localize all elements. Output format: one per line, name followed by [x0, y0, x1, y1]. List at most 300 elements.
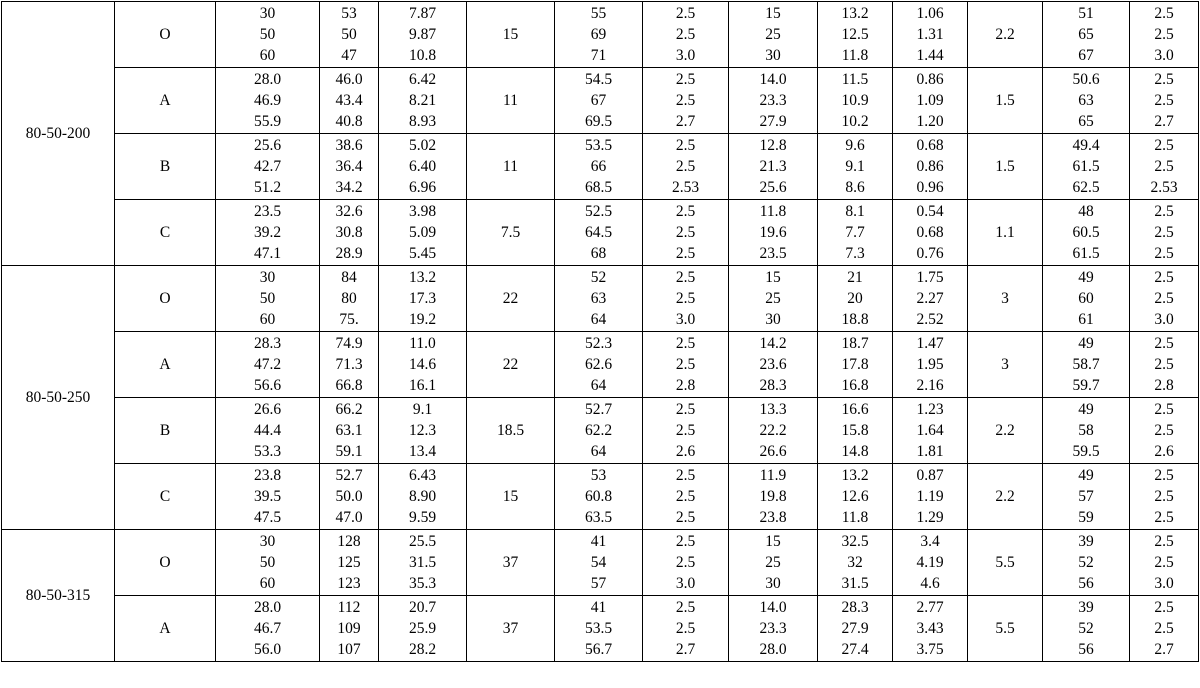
- flow-m3h-value: 30: [259, 269, 276, 286]
- shaft-power-value: 8.90: [408, 488, 437, 505]
- efficiency-value: 64.5: [584, 224, 613, 241]
- shaft-power-value: 7.87: [408, 5, 437, 22]
- efficiency-value: 55: [590, 5, 607, 22]
- flow-m3h-value: 47.2: [253, 356, 282, 373]
- npsh-value: 2.7: [675, 641, 696, 658]
- shaft-power-2-value: 1.81: [916, 443, 944, 460]
- shaft-power-cell: [379, 398, 467, 464]
- head-2-value: 27.9: [841, 620, 869, 637]
- efficiency-value: 63: [590, 290, 607, 307]
- efficiency-2-value: 63: [1078, 92, 1094, 109]
- flow-m3h-value: 47.5: [253, 509, 282, 526]
- motor-power-2-value: 1.1: [995, 223, 1015, 241]
- npsh-value: 2.5: [675, 26, 696, 43]
- npsh-2-cell: [1130, 134, 1199, 200]
- efficiency-2-value: 59.5: [1072, 443, 1100, 460]
- flow-m3h-value: 23.8: [253, 467, 282, 484]
- head-value: 74.9: [335, 335, 363, 352]
- shaft-power-value: 25.9: [408, 620, 437, 637]
- subtype-cell: [115, 530, 216, 596]
- flow-m3h-value: 53.3: [253, 443, 282, 460]
- efficiency-value: 71: [590, 47, 607, 64]
- npsh-value: 2.5: [675, 290, 696, 307]
- efficiency-2-cell: [1043, 68, 1130, 134]
- motor-power-2-value: 3: [1001, 355, 1009, 373]
- flow-m3h-cell: [216, 398, 320, 464]
- shaft-power-2-value: 1.95: [916, 356, 944, 373]
- motor-power-cell: [467, 266, 555, 332]
- shaft-power-value: 28.2: [408, 641, 437, 658]
- efficiency-cell: [555, 596, 643, 662]
- motor-power-2-value: 3: [1001, 289, 1009, 307]
- flow-2-cell: [729, 332, 818, 398]
- npsh-cell: [643, 68, 729, 134]
- npsh-value: 2.5: [675, 401, 696, 418]
- head-2-value: 17.8: [841, 356, 869, 373]
- shaft-power-cell: [379, 266, 467, 332]
- efficiency-cell: [555, 266, 643, 332]
- head-cell: [320, 68, 379, 134]
- npsh-2-cell: [1130, 464, 1199, 530]
- npsh-2-value: 2.5: [1154, 5, 1174, 22]
- motor-power-2-value: 1.5: [995, 91, 1015, 109]
- shaft-power-value: 5.45: [408, 245, 437, 262]
- model-cell: [2, 2, 115, 266]
- flow-m3h-value: 28.0: [253, 71, 282, 88]
- flow-2-cell: [729, 68, 818, 134]
- head-value: 109: [337, 620, 361, 637]
- efficiency-cell: [555, 464, 643, 530]
- flow-2-value: 21.3: [759, 158, 787, 175]
- npsh-2-value: 2.5: [1154, 71, 1174, 88]
- flow-m3h-value: 30: [259, 533, 276, 550]
- shaft-power-2-cell: [893, 398, 968, 464]
- table-body: [2, 2, 1199, 662]
- efficiency-2-value: 59: [1078, 509, 1094, 526]
- subtype-cell: [115, 134, 216, 200]
- subtype-label: A: [159, 619, 171, 637]
- npsh-value: 2.5: [675, 269, 696, 286]
- head-2-value: 8.1: [845, 203, 865, 220]
- efficiency-cell: [555, 398, 643, 464]
- npsh-2-value: 2.5: [1154, 401, 1174, 418]
- table-row: [2, 596, 1199, 662]
- flow-m3h-cell: [216, 68, 320, 134]
- flow-2-value: 14.0: [759, 71, 787, 88]
- shaft-power-2-value: 0.96: [916, 179, 944, 196]
- head-cell: [320, 398, 379, 464]
- head-cell: [320, 464, 379, 530]
- head-value: 128: [337, 533, 361, 550]
- subtype-label: O: [159, 25, 171, 43]
- head-value: 30.8: [335, 224, 363, 241]
- shaft-power-2-value: 0.68: [916, 224, 944, 241]
- motor-power-value: 18.5: [496, 421, 525, 439]
- efficiency-2-value: 49.4: [1072, 137, 1100, 154]
- flow-m3h-value: 50: [259, 554, 276, 571]
- motor-power-2-cell: [968, 2, 1043, 68]
- npsh-2-value: 2.5: [1154, 620, 1174, 637]
- head-2-value: 15.8: [841, 422, 869, 439]
- flow-m3h-value: 50: [259, 290, 276, 307]
- head-value: 63.1: [335, 422, 363, 439]
- npsh-2-value: 2.5: [1154, 488, 1174, 505]
- table-row: [2, 200, 1199, 266]
- flow-2-value: 19.6: [759, 224, 787, 241]
- efficiency-value: 69: [590, 26, 607, 43]
- head-cell: [320, 200, 379, 266]
- flow-2-value: 30: [765, 47, 781, 64]
- motor-power-2-cell: [968, 266, 1043, 332]
- shaft-power-value: 8.21: [408, 92, 437, 109]
- flow-2-value: 11.9: [759, 467, 787, 484]
- subtype-cell: [115, 68, 216, 134]
- flow-2-value: 26.6: [759, 443, 787, 460]
- efficiency-2-cell: [1043, 398, 1130, 464]
- flow-m3h-cell: [216, 266, 320, 332]
- head-2-cell: [818, 68, 893, 134]
- head-2-value: 9.1: [845, 158, 865, 175]
- table-row: [2, 2, 1199, 68]
- flow-m3h-value: 56.0: [253, 641, 282, 658]
- shaft-power-value: 13.4: [408, 443, 437, 460]
- shaft-power-2-value: 1.29: [916, 509, 944, 526]
- flow-2-value: 13.3: [759, 401, 787, 418]
- head-value: 66.2: [335, 401, 363, 418]
- efficiency-2-value: 50.6: [1072, 71, 1100, 88]
- motor-power-2-cell: [968, 530, 1043, 596]
- shaft-power-value: 8.93: [408, 113, 437, 130]
- head-2-value: 7.7: [845, 224, 865, 241]
- efficiency-value: 64: [590, 311, 607, 328]
- npsh-2-value: 2.5: [1154, 356, 1174, 373]
- shaft-power-2-value: 3.43: [916, 620, 944, 637]
- flow-2-value: 30: [765, 311, 781, 328]
- npsh-value: 3.0: [675, 47, 696, 64]
- motor-power-2-cell: [968, 134, 1043, 200]
- efficiency-value: 53.5: [584, 620, 613, 637]
- head-value: 43.4: [335, 92, 363, 109]
- npsh-value: 2.5: [675, 158, 696, 175]
- npsh-cell: [643, 398, 729, 464]
- efficiency-2-value: 39: [1078, 533, 1094, 550]
- shaft-power-value: 17.3: [408, 290, 437, 307]
- head-value: 52.7: [335, 467, 363, 484]
- head-2-value: 16.6: [841, 401, 869, 418]
- efficiency-2-value: 56: [1078, 575, 1094, 592]
- shaft-power-2-value: 0.54: [916, 203, 944, 220]
- head-2-value: 12.5: [841, 26, 869, 43]
- efficiency-2-cell: [1043, 530, 1130, 596]
- efficiency-cell: [555, 2, 643, 68]
- flow-2-value: 23.3: [759, 92, 787, 109]
- subtype-cell: [115, 2, 216, 68]
- npsh-cell: [643, 2, 729, 68]
- efficiency-value: 56.7: [584, 641, 613, 658]
- efficiency-value: 53: [590, 467, 607, 484]
- shaft-power-2-value: 1.47: [916, 335, 944, 352]
- head-2-cell: [818, 200, 893, 266]
- head-2-cell: [818, 266, 893, 332]
- npsh-cell: [643, 200, 729, 266]
- npsh-2-value: 2.5: [1154, 599, 1174, 616]
- flow-2-value: 23.5: [759, 245, 787, 262]
- motor-power-cell: [467, 464, 555, 530]
- head-2-value: 18.7: [841, 335, 869, 352]
- flow-2-cell: [729, 398, 818, 464]
- efficiency-2-value: 51: [1078, 5, 1094, 22]
- head-value: 71.3: [335, 356, 363, 373]
- flow-m3h-value: 28.3: [253, 335, 282, 352]
- shaft-power-value: 16.1: [408, 377, 437, 394]
- shaft-power-cell: [379, 68, 467, 134]
- head-value: 107: [337, 641, 361, 658]
- head-2-cell: [818, 2, 893, 68]
- shaft-power-2-value: 1.64: [916, 422, 944, 439]
- npsh-value: 2.5: [675, 467, 696, 484]
- npsh-value: 2.5: [675, 92, 696, 109]
- shaft-power-value: 20.7: [408, 599, 437, 616]
- shaft-power-value: 13.2: [408, 269, 437, 286]
- head-2-cell: [818, 464, 893, 530]
- npsh-cell: [643, 332, 729, 398]
- head-2-value: 13.2: [841, 5, 869, 22]
- efficiency-value: 53.5: [584, 137, 613, 154]
- flow-2-value: 22.2: [759, 422, 787, 439]
- head-2-value: 11.8: [841, 47, 869, 64]
- head-value: 112: [337, 599, 361, 616]
- head-2-value: 20: [847, 290, 863, 307]
- npsh-2-value: 3.0: [1154, 47, 1174, 64]
- shaft-power-2-value: 0.87: [916, 467, 944, 484]
- flow-2-value: 25: [765, 290, 781, 307]
- subtype-cell: [115, 398, 216, 464]
- head-2-value: 31.5: [841, 575, 869, 592]
- head-2-value: 9.6: [845, 137, 865, 154]
- head-2-cell: [818, 134, 893, 200]
- shaft-power-2-cell: [893, 464, 968, 530]
- shaft-power-2-value: 1.20: [916, 113, 944, 130]
- efficiency-2-value: 49: [1078, 335, 1094, 352]
- table-row: [2, 530, 1199, 596]
- flow-m3h-value: 42.7: [253, 158, 282, 175]
- head-2-value: 27.4: [841, 641, 869, 658]
- npsh-value: 2.5: [675, 620, 696, 637]
- motor-power-cell: [467, 398, 555, 464]
- head-2-value: 12.6: [841, 488, 869, 505]
- flow-m3h-cell: [216, 200, 320, 266]
- shaft-power-value: 31.5: [408, 554, 437, 571]
- efficiency-2-cell: [1043, 266, 1130, 332]
- efficiency-2-value: 59.7: [1072, 377, 1100, 394]
- npsh-value: 2.5: [675, 203, 696, 220]
- efficiency-value: 52.5: [584, 203, 613, 220]
- npsh-2-value: 2.8: [1154, 377, 1174, 394]
- shaft-power-2-value: 1.44: [916, 47, 944, 64]
- head-cell: [320, 134, 379, 200]
- npsh-2-value: 2.5: [1154, 554, 1174, 571]
- motor-power-cell: [467, 68, 555, 134]
- npsh-2-value: 3.0: [1154, 575, 1174, 592]
- head-value: 28.9: [335, 245, 363, 262]
- npsh-2-value: 2.5: [1154, 245, 1174, 262]
- npsh-2-cell: [1130, 200, 1199, 266]
- efficiency-value: 52: [590, 269, 607, 286]
- efficiency-value: 69.5: [584, 113, 613, 130]
- efficiency-2-value: 56: [1078, 641, 1094, 658]
- head-2-value: 13.2: [841, 467, 869, 484]
- flow-2-cell: [729, 464, 818, 530]
- efficiency-value: 64: [590, 443, 607, 460]
- efficiency-value: 41: [590, 533, 607, 550]
- subtype-label: C: [159, 487, 171, 505]
- efficiency-value: 62.6: [584, 356, 613, 373]
- head-2-value: 8.6: [845, 179, 865, 196]
- efficiency-value: 54.5: [584, 71, 613, 88]
- npsh-value: 2.53: [671, 179, 700, 196]
- model-label: 80-50-200: [25, 124, 91, 142]
- efficiency-2-value: 52: [1078, 620, 1094, 637]
- npsh-2-value: 2.5: [1154, 92, 1174, 109]
- flow-m3h-cell: [216, 464, 320, 530]
- head-cell: [320, 2, 379, 68]
- efficiency-2-value: 39: [1078, 599, 1094, 616]
- flow-m3h-value: 55.9: [253, 113, 282, 130]
- motor-power-cell: [467, 2, 555, 68]
- npsh-2-value: 2.5: [1154, 467, 1174, 484]
- npsh-value: 2.5: [675, 245, 696, 262]
- efficiency-2-value: 65: [1078, 113, 1094, 130]
- motor-power-2-cell: [968, 332, 1043, 398]
- flow-m3h-value: 60: [259, 575, 276, 592]
- model-label: 80-50-315: [25, 586, 91, 604]
- npsh-cell: [643, 134, 729, 200]
- motor-power-cell: [467, 530, 555, 596]
- flow-2-value: 19.8: [759, 488, 787, 505]
- shaft-power-value: 9.59: [408, 509, 437, 526]
- model-label: 80-50-250: [25, 388, 91, 406]
- shaft-power-2-cell: [893, 200, 968, 266]
- flow-2-value: 14.0: [759, 599, 787, 616]
- head-2-value: 7.3: [845, 245, 865, 262]
- shaft-power-2-value: 1.06: [916, 5, 944, 22]
- head-value: 34.2: [335, 179, 363, 196]
- shaft-power-2-value: 2.27: [916, 290, 944, 307]
- motor-power-value: 7.5: [500, 223, 521, 241]
- subtype-label: B: [159, 157, 171, 175]
- efficiency-value: 41: [590, 599, 607, 616]
- shaft-power-2-cell: [893, 68, 968, 134]
- npsh-value: 3.0: [675, 575, 696, 592]
- head-value: 66.8: [335, 377, 363, 394]
- efficiency-2-value: 67: [1078, 47, 1094, 64]
- shaft-power-value: 5.02: [408, 137, 437, 154]
- head-value: 59.1: [335, 443, 363, 460]
- shaft-power-2-value: 0.86: [916, 158, 944, 175]
- flow-m3h-cell: [216, 2, 320, 68]
- efficiency-2-value: 58: [1078, 422, 1094, 439]
- npsh-2-value: 2.5: [1154, 203, 1174, 220]
- efficiency-cell: [555, 200, 643, 266]
- shaft-power-value: 9.1: [412, 401, 433, 418]
- motor-power-value: 22: [502, 355, 519, 373]
- flow-m3h-value: 50: [259, 26, 276, 43]
- head-2-value: 32: [847, 554, 863, 571]
- motor-power-2-value: 2.2: [995, 25, 1015, 43]
- efficiency-2-value: 49: [1078, 269, 1094, 286]
- flow-m3h-value: 44.4: [253, 422, 282, 439]
- flow-2-value: 25: [765, 554, 781, 571]
- model-cell: [2, 266, 115, 530]
- shaft-power-value: 19.2: [408, 311, 437, 328]
- shaft-power-2-value: 4.6: [920, 575, 940, 592]
- head-value: 80: [341, 290, 357, 307]
- table-row: [2, 68, 1199, 134]
- subtype-cell: [115, 200, 216, 266]
- table-row: [2, 398, 1199, 464]
- subtype-cell: [115, 596, 216, 662]
- flow-2-value: 15: [765, 269, 781, 286]
- efficiency-value: 68: [590, 245, 607, 262]
- efficiency-2-cell: [1043, 2, 1130, 68]
- head-2-cell: [818, 596, 893, 662]
- subtype-label: O: [159, 289, 171, 307]
- head-2-value: 10.2: [841, 113, 869, 130]
- shaft-power-cell: [379, 2, 467, 68]
- flow-m3h-cell: [216, 134, 320, 200]
- npsh-value: 2.5: [675, 533, 696, 550]
- npsh-2-value: 2.5: [1154, 533, 1174, 550]
- head-2-value: 18.8: [841, 311, 869, 328]
- shaft-power-2-cell: [893, 2, 968, 68]
- head-value: 32.6: [335, 203, 363, 220]
- motor-power-cell: [467, 332, 555, 398]
- flow-2-cell: [729, 134, 818, 200]
- flow-2-value: 23.8: [759, 509, 787, 526]
- flow-m3h-value: 39.2: [253, 224, 282, 241]
- table-row: [2, 332, 1199, 398]
- motor-power-2-value: 5.5: [995, 619, 1015, 637]
- efficiency-2-value: 65: [1078, 26, 1094, 43]
- flow-2-value: 28.0: [759, 641, 787, 658]
- efficiency-2-value: 60: [1078, 290, 1094, 307]
- flow-m3h-value: 60: [259, 47, 276, 64]
- flow-2-value: 30: [765, 575, 781, 592]
- motor-power-cell: [467, 200, 555, 266]
- shaft-power-2-value: 2.16: [916, 377, 944, 394]
- efficiency-2-value: 57: [1078, 488, 1094, 505]
- head-value: 53: [341, 5, 357, 22]
- flow-m3h-value: 47.1: [253, 245, 282, 262]
- flow-2-value: 15: [765, 5, 781, 22]
- shaft-power-2-cell: [893, 596, 968, 662]
- shaft-power-cell: [379, 332, 467, 398]
- flow-m3h-value: 23.5: [253, 203, 282, 220]
- motor-power-value: 11: [503, 91, 518, 109]
- efficiency-2-cell: [1043, 134, 1130, 200]
- efficiency-2-value: 48: [1078, 203, 1094, 220]
- head-2-value: 10.9: [841, 92, 869, 109]
- shaft-power-2-cell: [893, 134, 968, 200]
- flow-m3h-value: 39.5: [253, 488, 282, 505]
- npsh-2-cell: [1130, 596, 1199, 662]
- efficiency-2-cell: [1043, 464, 1130, 530]
- subtype-cell: [115, 266, 216, 332]
- shaft-power-value: 6.43: [408, 467, 437, 484]
- flow-m3h-cell: [216, 332, 320, 398]
- flow-2-value: 25: [765, 26, 781, 43]
- shaft-power-value: 6.40: [408, 158, 437, 175]
